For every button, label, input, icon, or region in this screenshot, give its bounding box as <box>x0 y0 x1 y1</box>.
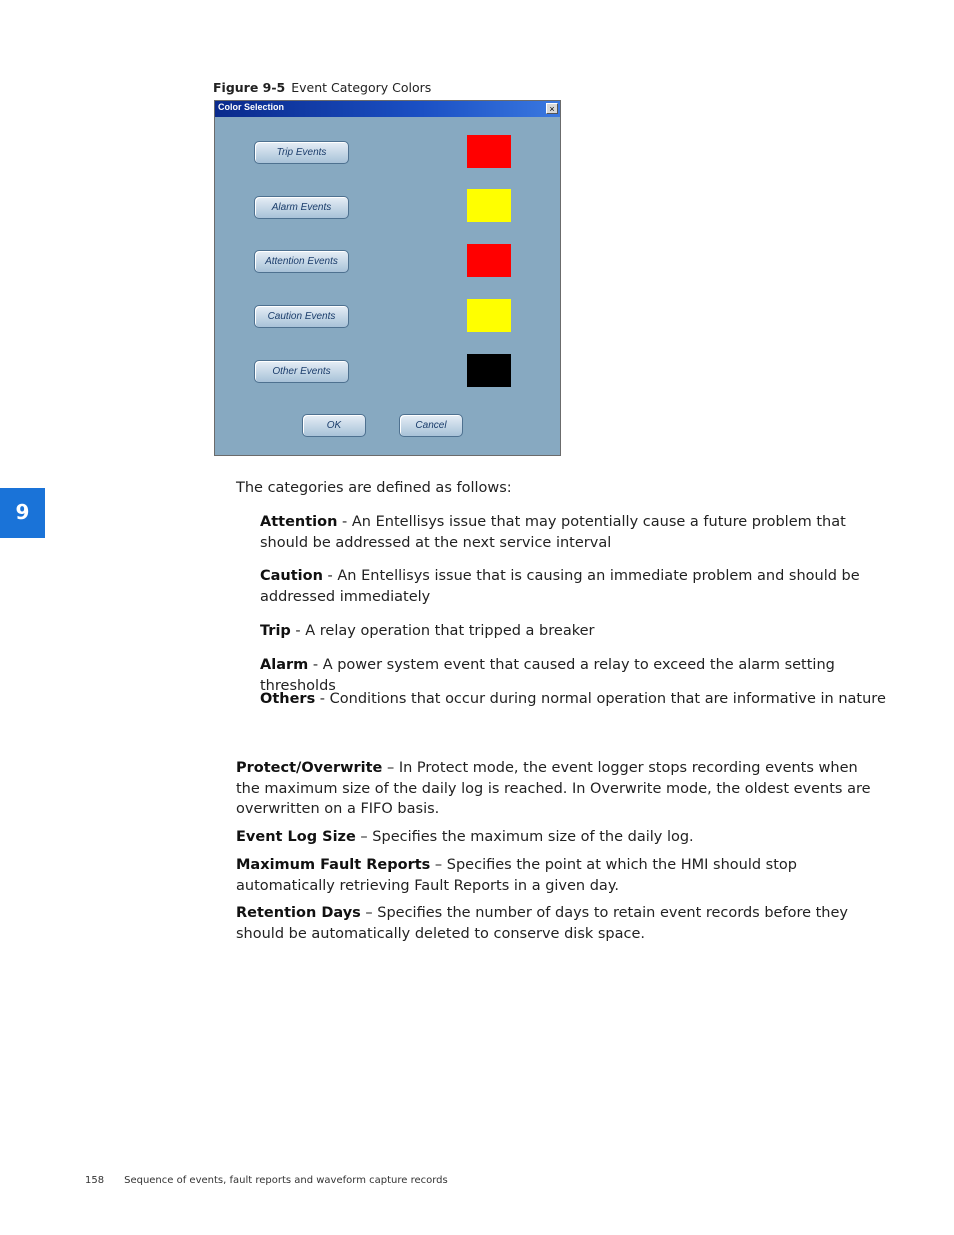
setting-text: – In Protect mode, the event logger stops recording events when the maximum size of the daily log is reached. In Overwrite mode, the oldest events are overwritten on a FIFO basis. <box>236 760 871 817</box>
cancel-button[interactable]: Cancel <box>399 414 463 437</box>
caution-color-swatch[interactable] <box>467 299 511 332</box>
page-footer <box>85 1175 448 1186</box>
setting-term: Maximum Fault Reports <box>236 857 431 873</box>
setting-term: Retention Days <box>236 905 361 921</box>
definition-text: - An Entellisys issue that may potentially cause a future problem that should be addressed at the next service interval <box>260 514 846 551</box>
definition-text: - An Entellisys issue that is causing an immediate problem and should be addressed immediately <box>260 568 860 605</box>
caution-events-button[interactable]: Caution Events <box>254 305 349 328</box>
definition-term: Trip <box>260 623 291 639</box>
definition-text: - Conditions that occur during normal operation that are informative in nature <box>315 691 886 707</box>
definition-text: - A power system event that caused a relay to exceed the alarm setting thresholds <box>260 657 835 694</box>
setting-term: Event Log Size <box>236 829 356 845</box>
definition-term: Attention <box>260 514 338 530</box>
setting-term: Protect/Overwrite <box>236 760 383 776</box>
close-icon[interactable]: × <box>546 103 558 114</box>
setting-max-fault-reports <box>236 855 876 896</box>
ok-button[interactable]: OK <box>302 414 366 437</box>
attention-color-swatch[interactable] <box>467 244 511 277</box>
definition-caution <box>260 566 890 607</box>
setting-event-log-size <box>236 827 876 848</box>
chapter-tab: 9 <box>0 488 45 538</box>
definition-term: Others <box>260 691 316 707</box>
setting-retention-days <box>236 903 876 944</box>
trip-color-swatch[interactable] <box>467 135 511 168</box>
setting-protect-overwrite <box>236 758 876 820</box>
dialog-title: Color Selection <box>218 102 285 112</box>
figure-title: Event Category Colors <box>291 80 432 95</box>
definition-term: Alarm <box>260 657 309 673</box>
attention-events-button[interactable]: Attention Events <box>254 250 349 273</box>
footer-text: Sequence of events, fault reports and waveform capture records <box>124 1175 448 1186</box>
setting-text: – Specifies the number of days to retain event records before they should be automatically deleted to conserve disk space. <box>236 905 848 942</box>
dialog-titlebar <box>215 101 560 117</box>
definition-attention <box>260 512 890 553</box>
setting-text: – Specifies the point at which the HMI should stop automatically retrieving Fault Reports in a given day. <box>236 857 798 894</box>
other-color-swatch[interactable] <box>467 354 511 387</box>
page-number: 158 <box>85 1175 105 1186</box>
definition-others <box>260 689 890 710</box>
definition-term: Caution <box>260 568 323 584</box>
intro-text: The categories are defined as follows: <box>236 480 512 496</box>
definition-text: - A relay operation that tripped a breaker <box>290 623 595 639</box>
setting-text: – Specifies the maximum size of the daily log. <box>355 829 694 845</box>
alarm-events-button[interactable]: Alarm Events <box>254 196 349 219</box>
color-selection-dialog <box>214 100 561 456</box>
figure-caption <box>213 80 431 95</box>
trip-events-button[interactable]: Trip Events <box>254 141 349 164</box>
other-events-button[interactable]: Other Events <box>254 360 349 383</box>
alarm-color-swatch[interactable] <box>467 189 511 222</box>
definition-trip <box>260 621 890 642</box>
figure-number: Figure 9-5 <box>213 80 286 95</box>
